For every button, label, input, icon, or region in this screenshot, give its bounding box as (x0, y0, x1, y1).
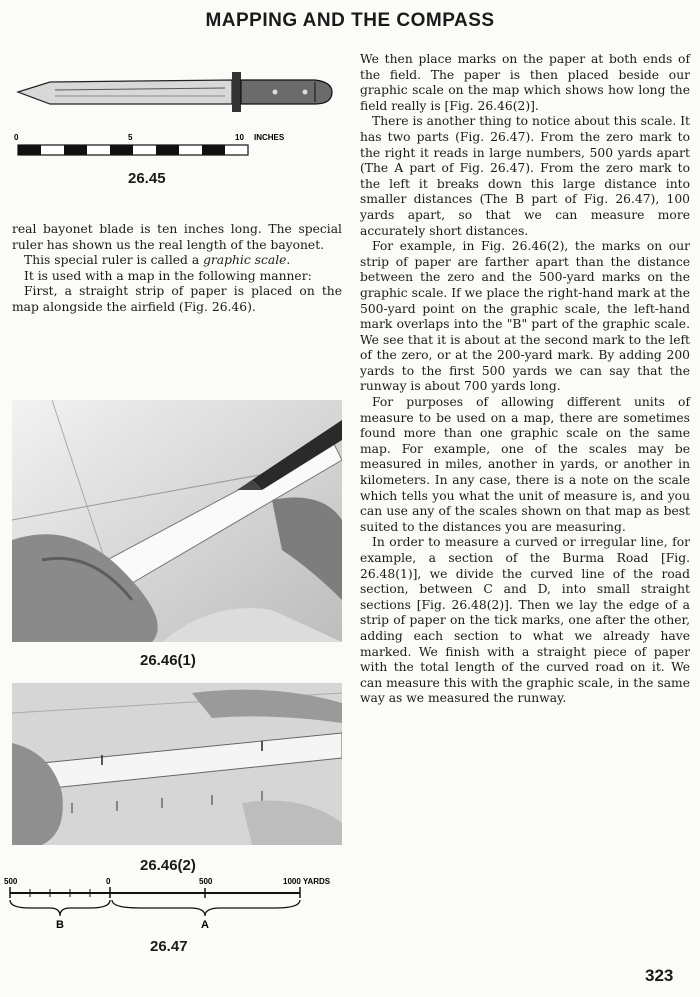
paragraph: There is another thing to notice about this scale. It has two parts (Fig. 26.47). From the zero mark to the right it reads in large numbers, 500 yards apart (The A part of Fig. 26.47). From the zero mark to the left it breaks down this large distance into smaller distances (The B part of Fig. 26.47), 100 yards apart, so that we can measure more accurately short distances. (360, 114, 690, 238)
paragraph: real bayonet blade is ten inches long. The special ruler has shown us the real length of the bayonet. (12, 222, 342, 252)
paragraph: In order to measure a curved or irregular line, for example, a section of the Burma Road [Fig. 26.48(1)], we divide the curved line of the road section, between C and D, into small straight sections [Fig. 26.48(2)]. Then we lay the edge of a strip of paper on the tick marks, one after the other, adding each section to what we already have marked. We finish with a straight piece of paper with the total length of the curved road on it. We can measure this with the graphic scale, in the same way as we measured the runway. (360, 535, 690, 706)
left-column-text (12, 222, 342, 316)
photo-26-46-1 (12, 400, 342, 642)
scale-label-5: 5 (128, 133, 133, 142)
brace-a (112, 900, 300, 916)
scale-label-1000-yards: 1000 YARDS (283, 877, 331, 886)
scale-label-unit: INCHES (254, 133, 285, 142)
scale-label-0: 0 (14, 133, 19, 142)
photo-placing-paper-strip (12, 400, 342, 642)
scale-label-500-right: 500 (199, 877, 213, 886)
right-column-text (360, 52, 690, 707)
paragraph: We then place marks on the paper at both ends of the field. The paper is then placed beside our graphic scale on the map which shows how long the field really is [Fig. 26.46(2)]. (360, 52, 690, 113)
caption-26-45: 26.45 (128, 170, 166, 187)
figure-26-45 (10, 42, 340, 172)
paragraph: This special ruler is called a graphic scale. (24, 253, 291, 268)
part-label-b: B (56, 919, 64, 931)
photo-26-46-2 (12, 683, 342, 845)
photo-paper-on-graphic-scale (12, 683, 342, 845)
caption-26-47: 26.47 (150, 938, 188, 955)
scale-label-10: 10 (235, 133, 244, 142)
inch-scale-bar (18, 145, 248, 155)
paragraph: First, a straight strip of paper is placed on the map alongside the airfield (Fig. 26.46). (12, 284, 342, 314)
caption-26-46-2: 26.46(2) (140, 857, 196, 874)
caption-26-46-1: 26.46(1) (140, 652, 196, 669)
scale-label-500-left: 500 (4, 877, 18, 886)
page-title: MAPPING AND THE COMPASS (205, 10, 495, 31)
brace-b (10, 900, 110, 916)
part-label-a: A (201, 919, 209, 931)
scale-label-0: 0 (106, 877, 111, 886)
paragraph: For purposes of allowing different units of measure to be used on a map, there are sometimes found more than one graphic scale on the same map. For example, one of the scales may be measured in miles, another in yards, or another in kilometers. In any case, there is a note on the scale which tells you what the unit of measure is, and you can use any of the scales shown on that map as best suited to the distances you are measuring. (360, 395, 690, 534)
term-graphic-scale: graphic scale. (203, 253, 291, 268)
yard-scale-bar (10, 887, 300, 898)
paragraph: It is used with a map in the following manner: (24, 268, 312, 283)
paragraph: For example, in Fig. 26.46(2), the marks on our strip of paper are farther apart than the distance between the zero and the 500-yard marks on the graphic scale. If we place the right-hand mark at the 500-yard point on the graphic scale, the left-hand mark overlaps into the "B" part of the graphic scale. We see that it is about at the second mark to the left of the zero, or at the 200-yard mark. By adding 200 yards to the first 500 yards we can say that the runway is about 700 yards long. (360, 239, 690, 394)
bayonet-illustration (18, 72, 332, 112)
page-number: 323 (645, 966, 674, 985)
